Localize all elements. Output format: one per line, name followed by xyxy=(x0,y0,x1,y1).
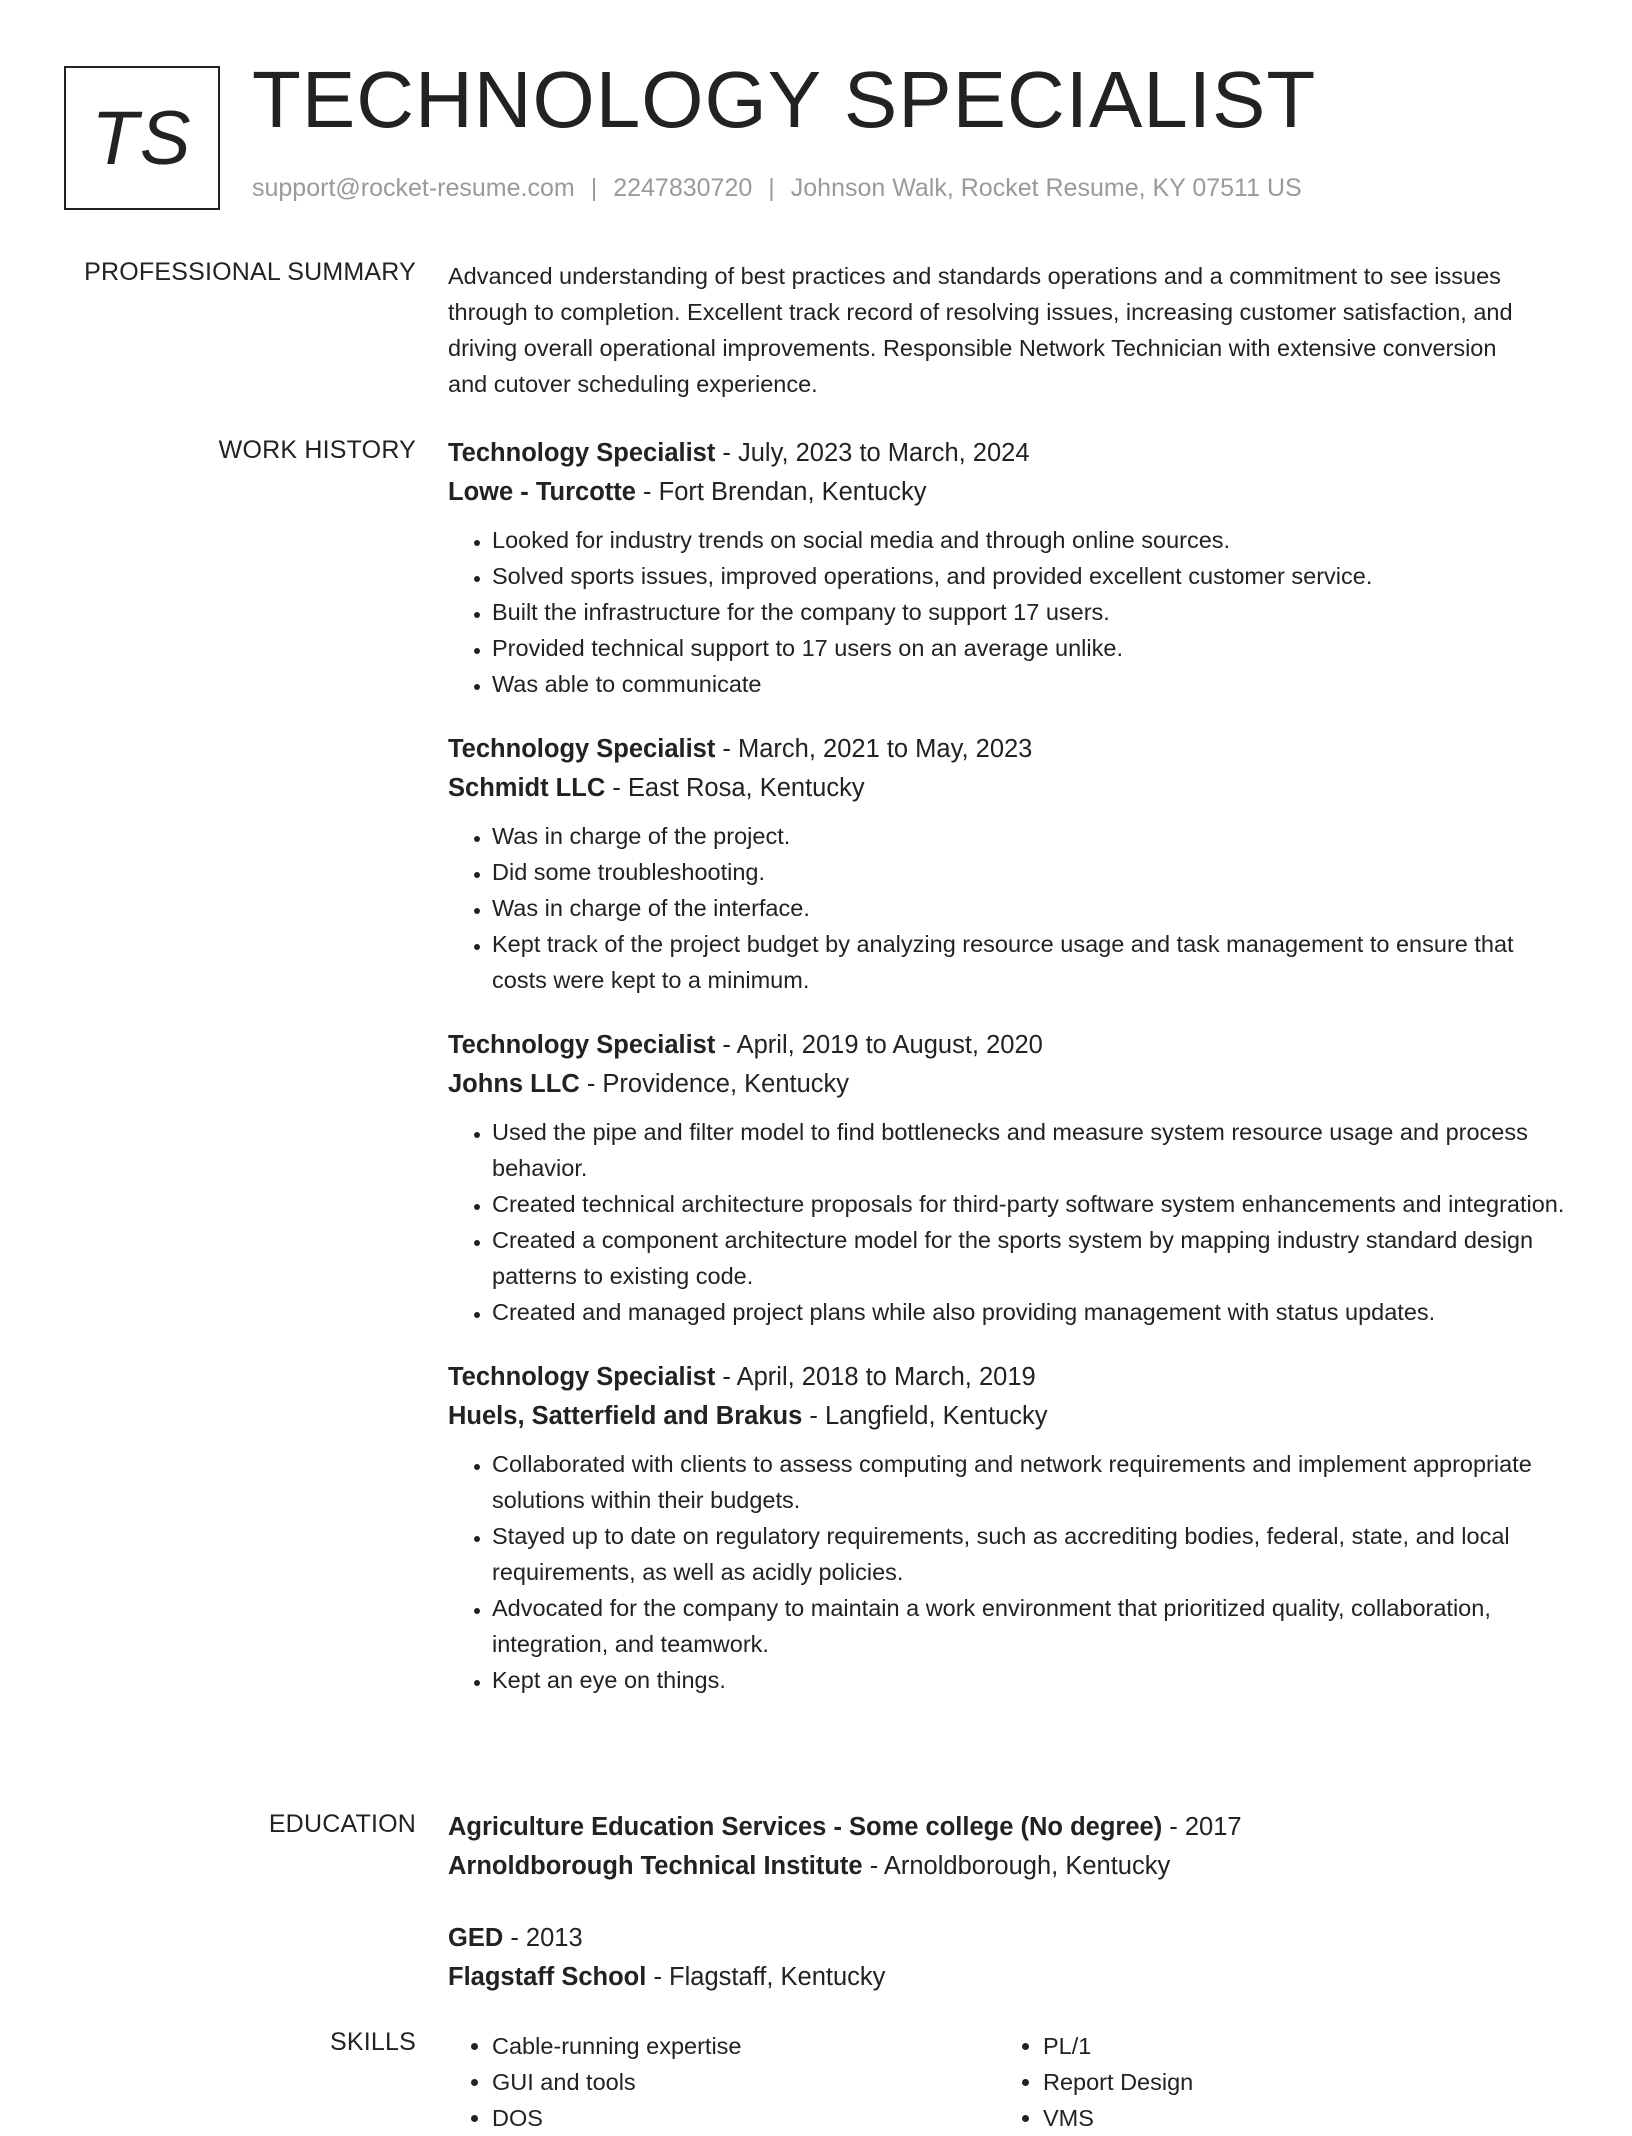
job-bullet: • Kept an eye on things. xyxy=(492,1662,1568,1698)
job-entry xyxy=(448,730,1568,998)
job-dates: - April, 2018 to March, 2019 xyxy=(715,1363,1036,1391)
job-company: Lowe - Turcotte xyxy=(448,478,636,506)
education-entry xyxy=(448,1808,1568,1886)
job-bullet: • Advocated for the company to maintain a work environment that prioritized quality, collaboration, integration, and teamwork. xyxy=(492,1590,1568,1662)
job-location: - Providence, Kentucky xyxy=(579,1070,850,1098)
skill-item: • PL/1 xyxy=(1043,2028,1550,2064)
job-title: Technology Specialist xyxy=(448,439,716,467)
job-title: Technology Specialist xyxy=(448,735,716,763)
monogram: TS xyxy=(64,66,220,210)
job-bullet: • Was able to communicate xyxy=(492,666,1568,702)
skill-item: • Report Design xyxy=(1043,2064,1550,2100)
skill-item: • DOS xyxy=(492,2100,999,2136)
job-bullet: • Kept track of the project budget by analyzing resource usage and task management to ensure that costs were kept to a minimum. xyxy=(492,926,1568,998)
job-title-line xyxy=(448,730,1568,769)
job-company-line xyxy=(448,1397,1568,1436)
section-label-education: EDUCATION xyxy=(268,1810,416,1838)
job-location: - Langfield, Kentucky xyxy=(802,1402,1048,1430)
contact-line xyxy=(252,174,1302,203)
job-bullet: • Collaborated with clients to assess computing and network requirements and implement appropriate solutions within their budgets. xyxy=(492,1446,1568,1518)
contact-address: Johnson Walk, Rocket Resume, KY 07511 US xyxy=(790,174,1302,202)
education-degree: Agriculture Education Services - Some college (No degree) xyxy=(448,1813,1163,1841)
education-school: Flagstaff School xyxy=(448,1963,647,1991)
summary-text: Advanced understanding of best practices and standards operations and a commitment to see issues through to completion. Excellent track record of resolving issues, increasing customer satisfaction, and driving overall operational improvements. Responsible Network Technician with extensive conversion and cutover scheduling experience. xyxy=(448,263,1513,397)
education-school-line xyxy=(448,1958,1568,1997)
skills-column-left xyxy=(448,2028,999,2136)
job-title: Technology Specialist xyxy=(448,1363,716,1391)
section-label-summary: PROFESSIONAL SUMMARY xyxy=(84,258,416,286)
job-bullet: • Stayed up to date on regulatory requirements, such as accrediting bodies, federal, state, and local requirements, as well as acidly policies. xyxy=(492,1518,1568,1590)
job-bullet: • Used the pipe and filter model to find bottlenecks and measure system resource usage and process behavior. xyxy=(492,1114,1568,1186)
section-label-skills: SKILLS xyxy=(330,2028,416,2056)
job-entry xyxy=(448,434,1568,702)
education-entry xyxy=(448,1919,1568,1997)
job-bullet: • Was in charge of the project. xyxy=(492,818,1568,854)
education-degree-line xyxy=(448,1919,1568,1958)
resume-title: TECHNOLOGY SPECIALIST xyxy=(252,55,1317,144)
job-title-line xyxy=(448,434,1568,473)
job-title: Technology Specialist xyxy=(448,1031,716,1059)
job-title-line xyxy=(448,1358,1568,1397)
job-bullet: • Created technical architecture proposals for third-party software system enhancements and integration. xyxy=(492,1186,1568,1222)
job-dates: - April, 2019 to August, 2020 xyxy=(715,1031,1043,1059)
contact-email: support@rocket-resume.com xyxy=(252,174,575,202)
job-dates: - July, 2023 to March, 2024 xyxy=(715,439,1030,467)
job-bullet: • Was in charge of the interface. xyxy=(492,890,1568,926)
contact-separator: | xyxy=(768,174,775,202)
education-school: Arnoldborough Technical Institute xyxy=(448,1852,863,1880)
skill-item: • GUI and tools xyxy=(492,2064,999,2100)
job-company-line xyxy=(448,1065,1568,1104)
job-location: - East Rosa, Kentucky xyxy=(605,774,865,802)
skill-item: • Cable-running expertise xyxy=(492,2028,999,2064)
job-bullet: • Provided technical support to 17 users on an average unlike. xyxy=(492,630,1568,666)
education-location: - Arnoldborough, Kentucky xyxy=(862,1852,1171,1880)
job-bullet: • Created a component architecture model for the sports system by mapping industry standard design patterns to existing code. xyxy=(492,1222,1568,1294)
job-bullet: • Created and managed project plans while also providing management with status updates. xyxy=(492,1294,1568,1330)
job-company: Huels, Satterfield and Brakus xyxy=(448,1402,803,1430)
education-list xyxy=(448,1808,1568,2030)
job-company-line xyxy=(448,473,1568,512)
work-history-list xyxy=(448,434,1568,1726)
job-bullet: • Solved sports issues, improved operations, and provided excellent customer service. xyxy=(492,558,1568,594)
education-year: - 2013 xyxy=(503,1924,583,1952)
job-company: Johns LLC xyxy=(448,1070,580,1098)
job-entry xyxy=(448,1358,1568,1698)
job-title-line xyxy=(448,1026,1568,1065)
education-school-line xyxy=(448,1847,1568,1886)
skills-list xyxy=(448,2028,1568,2136)
job-bullet: • Looked for industry trends on social media and through online sources. xyxy=(492,522,1568,558)
job-dates: - March, 2021 to May, 2023 xyxy=(715,735,1033,763)
skills-column-right xyxy=(999,2028,1550,2136)
job-company-line xyxy=(448,769,1568,808)
job-location: - Fort Brendan, Kentucky xyxy=(635,478,927,506)
job-bullet: • Did some troubleshooting. xyxy=(492,854,1568,890)
job-bullets xyxy=(448,1446,1568,1698)
job-bullet: • Built the infrastructure for the company to support 17 users. xyxy=(492,594,1568,630)
skill-item: • VMS xyxy=(1043,2100,1550,2136)
job-entry xyxy=(448,1026,1568,1330)
contact-phone: 2247830720 xyxy=(613,174,753,202)
education-degree-line xyxy=(448,1808,1568,1847)
contact-separator: | xyxy=(590,174,598,202)
section-label-work-history: WORK HISTORY xyxy=(218,436,416,464)
education-degree: GED xyxy=(448,1924,504,1952)
education-location: - Flagstaff, Kentucky xyxy=(646,1963,886,1991)
job-bullets xyxy=(448,522,1568,702)
education-year: - 2017 xyxy=(1162,1813,1242,1841)
job-bullets xyxy=(448,1114,1568,1330)
job-bullets xyxy=(448,818,1568,998)
job-company: Schmidt LLC xyxy=(448,774,606,802)
